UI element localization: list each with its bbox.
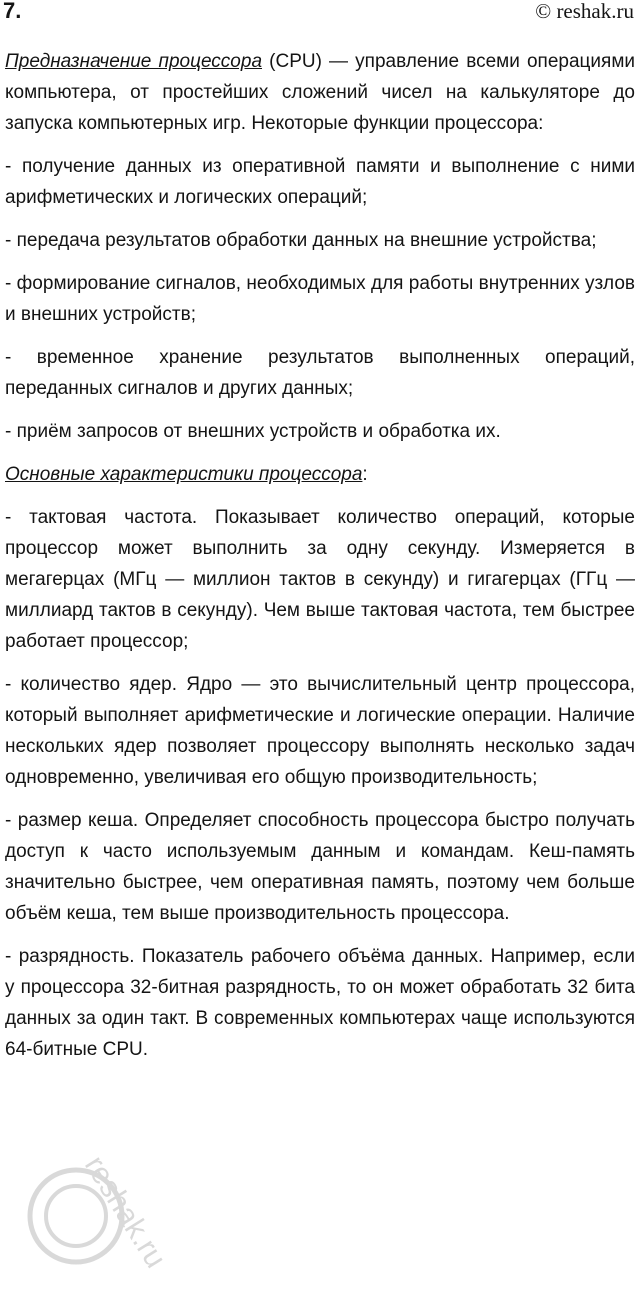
characteristic-item: - разрядность. Показатель рабочего объёма данных. Например, если у процессора 32-битная разрядность, то он может обработать 32 бита данных за один такт. В современных компьютерах чаще используются 64-битные CPU. bbox=[5, 946, 635, 1060]
intro-paragraph bbox=[5, 46, 635, 139]
function-item: - приём запросов от внешних устройств и обработка их. bbox=[5, 421, 501, 442]
characteristics-term: Основные характеристики процессора bbox=[5, 464, 363, 485]
function-item: - формирование сигналов, необходимых для работы внутренних узлов и внешних устройств; bbox=[5, 273, 635, 325]
function-item: - временное хранение результатов выполненных операций, переданных сигналов и других данных; bbox=[5, 347, 635, 399]
answer-text bbox=[5, 46, 635, 1077]
characteristics-heading bbox=[5, 459, 635, 490]
function-item: - получение данных из оперативной памяти и выполнение с ними арифметических и логических операций; bbox=[5, 156, 635, 208]
characteristic-item: - количество ядер. Ядро — это вычислительный центр процессора, который выполняет арифметические и логические операции. Наличие нескольких ядер позволяет процессору выполнять несколько задач одновременно, увеличивая его общую производительность; bbox=[5, 674, 635, 788]
characteristics-suffix: : bbox=[362, 464, 368, 485]
intro-term: Предназначение процессора bbox=[5, 51, 263, 72]
copyright-label: © reshak.ru bbox=[535, 0, 634, 23]
intro-text: (CPU) — управление всеми операциями компьютера, от простейших сложений чисел на калькуляторе до запуска компьютерных игр. Некоторые функции процессора: bbox=[5, 51, 635, 134]
watermark-text: reshak.ru bbox=[78, 1150, 173, 1274]
characteristic-item: - тактовая частота. Показывает количество операций, которые процессор может выполнить за одну секунду. Измеряется в мегагерцах (МГц — миллион тактов в секунду) и гигагерцах (ГГц — миллиард тактов в секунду). Чем выше тактовая частота, тем быстрее работает процессор; bbox=[5, 507, 635, 652]
task-number: 7. bbox=[3, 0, 22, 23]
function-item: - передача результатов обработки данных на внешние устройства; bbox=[5, 230, 597, 251]
characteristic-item: - размер кеша. Определяет способность процессора быстро получать доступ к часто используемым данным и командам. Кеш-память значительно быстрее, чем оперативная память, поэтому чем больше объём кеша, тем выше производительность процессора. bbox=[5, 810, 635, 924]
reshak-logo-icon bbox=[18, 1128, 173, 1278]
